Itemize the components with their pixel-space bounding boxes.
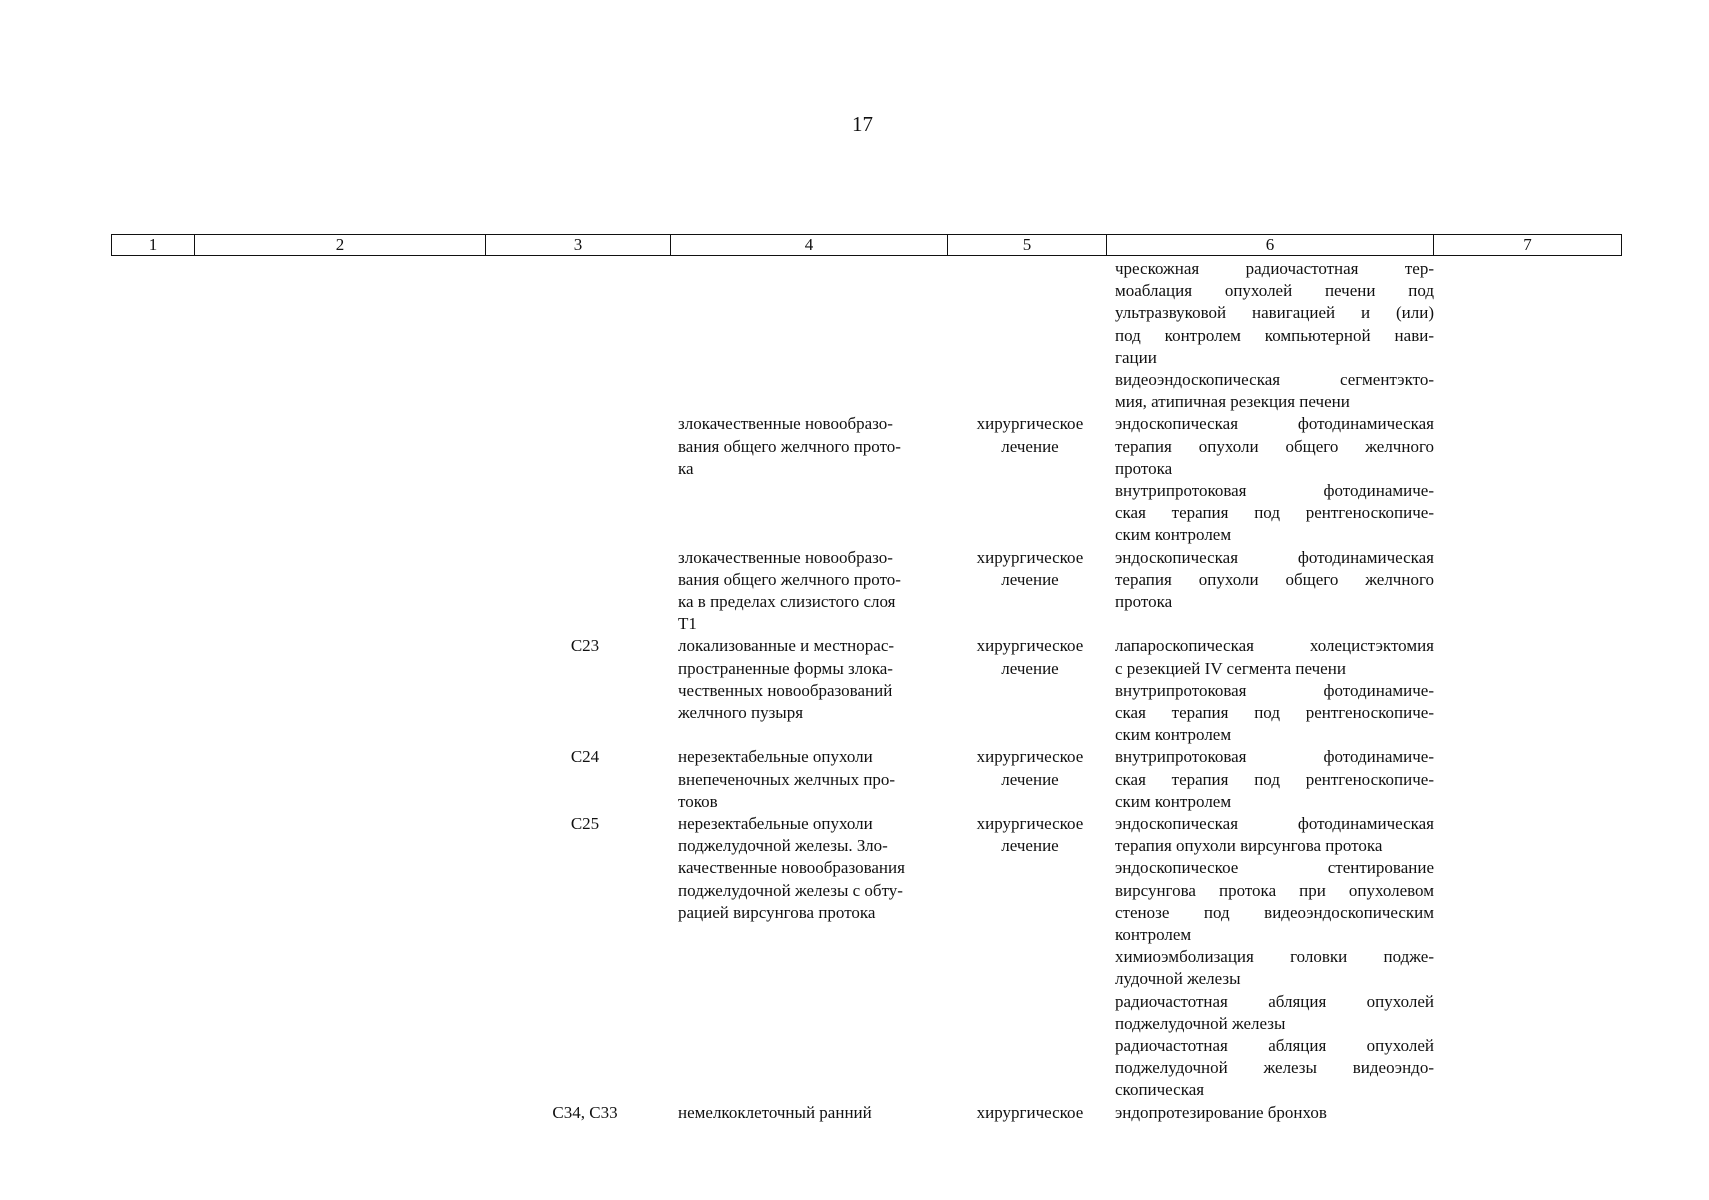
method-line: эндоскопическая фотодинамическая bbox=[1115, 547, 1434, 567]
treatment-method bbox=[1115, 813, 1434, 857]
treatment-line: лечение bbox=[1001, 569, 1059, 589]
diagnosis-line: немелкоклеточный ранний bbox=[678, 1102, 872, 1122]
treatment-type-cell bbox=[960, 413, 1100, 457]
header-col-7: 7 bbox=[1434, 235, 1622, 256]
diagnosis-line: ка bbox=[678, 458, 694, 478]
diagnosis-cell bbox=[678, 746, 946, 813]
method-line: ским контролем bbox=[1115, 725, 1232, 745]
treatment-line: хирургическое bbox=[976, 1102, 1084, 1122]
treatment-type-cell bbox=[960, 547, 1100, 591]
treatment-line: лечение bbox=[1001, 769, 1059, 789]
treatment-line: хирургическое bbox=[976, 547, 1084, 567]
method-line: лапароскопическая холецистэктомия bbox=[1115, 636, 1434, 656]
table-row bbox=[0, 1102, 1709, 1124]
treatment-method bbox=[1115, 547, 1434, 614]
treatment-method bbox=[1115, 369, 1434, 413]
diagnosis-cell bbox=[678, 1102, 946, 1124]
header-col-3: 3 bbox=[486, 235, 671, 256]
treatment-method bbox=[1115, 946, 1434, 990]
diagnosis-line: внепеченочных желчных про- bbox=[678, 769, 896, 789]
diagnosis-line: рацией вирсунгова протока bbox=[678, 902, 876, 922]
diagnosis-line: T1 bbox=[678, 614, 697, 634]
method-line: радиочастотная абляция опухолей bbox=[1115, 1036, 1434, 1055]
treatment-method bbox=[1115, 258, 1434, 369]
method-line: с резекцией IV сегмента печени bbox=[1115, 658, 1346, 678]
table-row bbox=[0, 413, 1709, 546]
icd-code: C34, C33 bbox=[552, 1102, 618, 1122]
treatment-line: хирургическое bbox=[976, 636, 1084, 656]
diagnosis-line: вания общего желчного прото- bbox=[678, 436, 901, 456]
treatment-line: лечение bbox=[1001, 658, 1059, 678]
table-row bbox=[0, 258, 1709, 413]
diagnosis-cell bbox=[678, 635, 946, 724]
method-line: лудочной железы bbox=[1115, 969, 1241, 989]
treatment-method bbox=[1115, 991, 1434, 1035]
treatment-method bbox=[1115, 1102, 1434, 1124]
treatment-method bbox=[1115, 746, 1434, 813]
treatment-method bbox=[1115, 635, 1434, 679]
diagnosis-line: злокачественные новообразо- bbox=[678, 547, 893, 567]
method-line: скопическая bbox=[1115, 1080, 1205, 1100]
method-line: эндоскопическое стентирование bbox=[1115, 858, 1434, 878]
treatment-type-cell bbox=[960, 635, 1100, 679]
diagnosis-line: ка в пределах слизистого слоя bbox=[678, 591, 896, 611]
method-line: моаблация опухолей печени под bbox=[1115, 281, 1434, 301]
method-line: ская терапия под рентгеноскопиче- bbox=[1115, 503, 1434, 523]
method-line: терапия опухоли вирсунгова протока bbox=[1115, 836, 1383, 856]
method-line: мия, атипичная резекция печени bbox=[1115, 392, 1350, 412]
treatment-method-cell bbox=[1115, 1102, 1434, 1124]
icd-code: C25 bbox=[570, 813, 600, 833]
treatment-method-cell bbox=[1115, 547, 1434, 614]
table-body bbox=[0, 258, 1709, 1124]
table-row bbox=[0, 547, 1709, 636]
method-line: радиочастотная абляция опухолей bbox=[1115, 991, 1434, 1011]
method-line: гации bbox=[1115, 347, 1157, 367]
diagnosis-line: вания общего желчного прото- bbox=[678, 569, 901, 589]
header-col-2: 2 bbox=[195, 235, 486, 256]
method-line: эндоскопическая фотодинамическая bbox=[1115, 414, 1434, 434]
diagnosis-line: нерезектабельные опухоли bbox=[678, 747, 873, 767]
diagnosis-line: злокачественные новообразо- bbox=[678, 414, 893, 434]
method-line: внутрипротоковая фотодинамиче- bbox=[1115, 481, 1434, 500]
treatment-method-cell bbox=[1115, 413, 1434, 546]
method-line: терапия опухоли общего желчного bbox=[1115, 436, 1434, 456]
treatment-method bbox=[1115, 480, 1434, 547]
method-line: стенозе под видеоэндоскопическим bbox=[1115, 902, 1434, 922]
method-line: видеоэндоскопическая сегментэкто- bbox=[1115, 370, 1434, 390]
treatment-method-cell bbox=[1115, 635, 1434, 746]
treatment-type-cell bbox=[960, 1102, 1100, 1124]
icd-code: C24 bbox=[570, 747, 600, 767]
diagnosis-cell bbox=[678, 547, 946, 636]
header-col-5: 5 bbox=[948, 235, 1107, 256]
treatment-method-cell bbox=[1115, 813, 1434, 1102]
header-col-1: 1 bbox=[112, 235, 195, 256]
treatment-method-cell bbox=[1115, 258, 1434, 413]
method-line: терапия опухоли общего желчного bbox=[1115, 569, 1434, 589]
treatment-method bbox=[1115, 1035, 1434, 1102]
column-number-header bbox=[111, 234, 1622, 256]
method-line: чрескожная радиочастотная тер- bbox=[1115, 259, 1434, 278]
diagnosis-cell bbox=[678, 413, 946, 480]
method-line: ским контролем bbox=[1115, 525, 1232, 545]
method-line: вирсунгова протока при опухолевом bbox=[1115, 880, 1434, 900]
method-line: эндоскопическая фотодинамическая bbox=[1115, 813, 1434, 833]
method-line: внутрипротоковая фотодинамиче- bbox=[1115, 680, 1434, 700]
method-line: контролем bbox=[1115, 924, 1192, 944]
treatment-method bbox=[1115, 680, 1434, 747]
treatment-line: хирургическое bbox=[976, 813, 1084, 833]
diagnosis-line: пространенные формы злока- bbox=[678, 658, 893, 678]
diagnosis-cell bbox=[678, 813, 946, 924]
diagnosis-line: поджелудочной железы с обту- bbox=[678, 880, 903, 900]
treatment-type-cell bbox=[960, 813, 1100, 857]
diagnosis-line: качественные новообразования bbox=[678, 858, 905, 878]
table-row bbox=[0, 635, 1709, 746]
diagnosis-line: токов bbox=[678, 791, 718, 811]
method-line: химиоэмболизация головки подже- bbox=[1115, 947, 1434, 967]
treatment-method-cell bbox=[1115, 746, 1434, 813]
treatment-method bbox=[1115, 857, 1434, 946]
method-line: ским контролем bbox=[1115, 791, 1232, 811]
method-line: ская терапия под рентгеноскопиче- bbox=[1115, 702, 1434, 722]
treatment-type-cell bbox=[960, 746, 1100, 790]
treatment-method bbox=[1115, 413, 1434, 480]
diagnosis-line: поджелудочной железы. Зло- bbox=[678, 836, 888, 856]
header-col-6: 6 bbox=[1107, 235, 1434, 256]
table-row bbox=[0, 813, 1709, 1102]
method-line: эндопротезирование бронхов bbox=[1115, 1102, 1327, 1122]
method-line: протока bbox=[1115, 458, 1173, 478]
method-line: поджелудочной железы видеоэндо- bbox=[1115, 1058, 1434, 1078]
diagnosis-line: желчного пузыря bbox=[678, 702, 804, 722]
diagnosis-line: нерезектабельные опухоли bbox=[678, 813, 873, 833]
method-line: ультразвуковой навигацией и (или) bbox=[1115, 303, 1434, 323]
treatment-line: лечение bbox=[1001, 836, 1059, 856]
diagnosis-line: локализованные и местнорас- bbox=[678, 636, 895, 656]
method-line: протока bbox=[1115, 591, 1173, 611]
table-row bbox=[0, 746, 1709, 813]
treatment-line: лечение bbox=[1001, 436, 1059, 456]
treatment-line: хирургическое bbox=[976, 747, 1084, 767]
diagnosis-line: чественных новообразований bbox=[678, 680, 893, 700]
method-line: поджелудочной железы bbox=[1115, 1013, 1286, 1033]
page-number: 17 bbox=[852, 112, 873, 136]
method-line: под контролем компьютерной нави- bbox=[1115, 325, 1434, 345]
header-row bbox=[112, 235, 1622, 256]
header-col-4: 4 bbox=[671, 235, 948, 256]
treatment-line: хирургическое bbox=[976, 414, 1084, 434]
method-line: внутрипротоковая фотодинамиче- bbox=[1115, 747, 1434, 767]
method-line: ская терапия под рентгеноскопиче- bbox=[1115, 769, 1434, 789]
icd-code: C23 bbox=[570, 636, 600, 656]
